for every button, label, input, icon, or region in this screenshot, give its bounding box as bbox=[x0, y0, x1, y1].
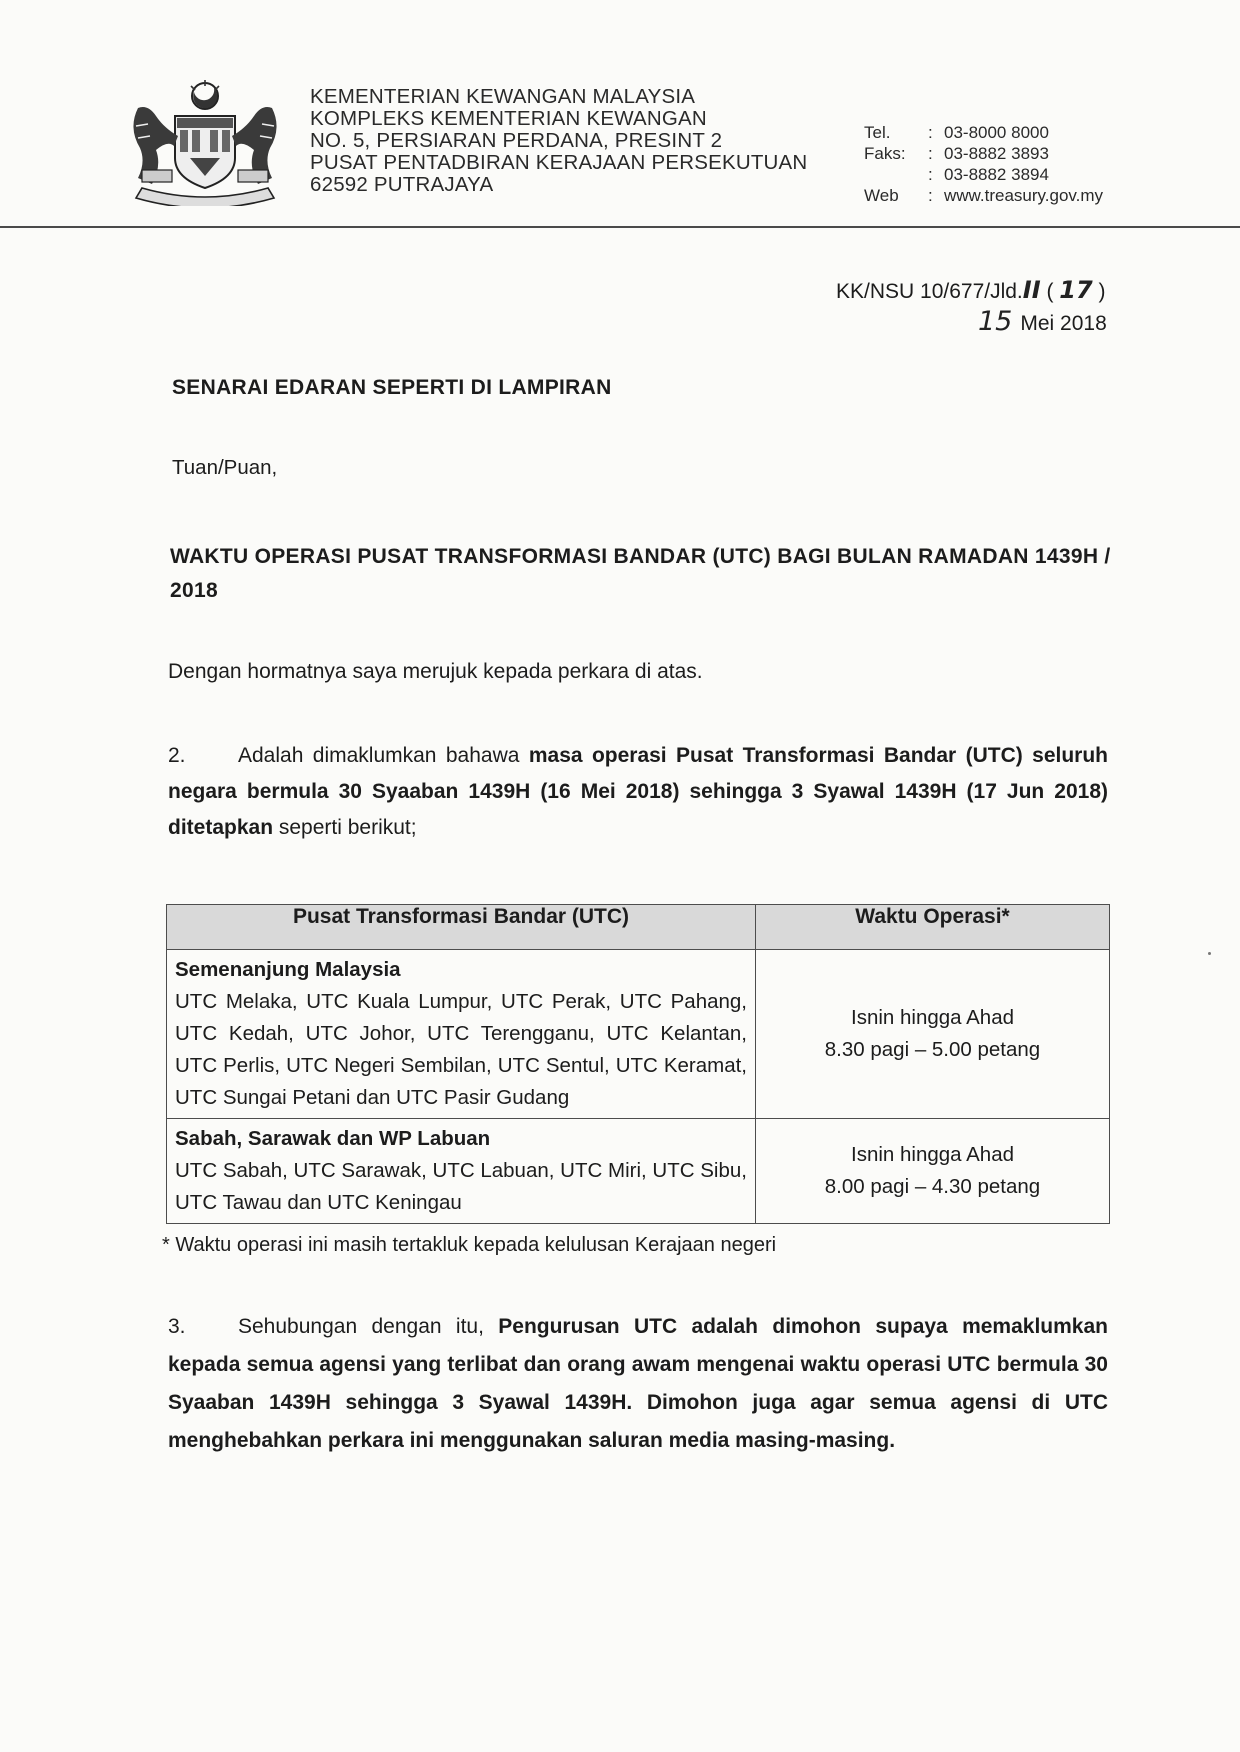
column-header-hours: Waktu Operasi* bbox=[756, 905, 1110, 950]
reference-bracket-close: ) bbox=[1092, 280, 1106, 303]
contact-label: Tel. bbox=[864, 123, 891, 142]
table-row bbox=[167, 950, 1110, 1119]
column-header-centre: Pusat Transformasi Bandar (UTC) bbox=[167, 905, 756, 950]
paragraph-number: 2. bbox=[168, 744, 186, 767]
address-line: KOMPLEKS KEMENTERIAN KEWANGAN bbox=[310, 107, 707, 130]
contact-row-tel: Tel. : 03-8000 8000 bbox=[864, 123, 1049, 142]
contact-block bbox=[864, 122, 1103, 206]
paragraph-number: 3. bbox=[168, 1315, 186, 1338]
address-line: PUSAT PENTADBIRAN KERAJAAN PERSEKUTUAN bbox=[310, 151, 808, 174]
paragraph-text: seperti berikut; bbox=[273, 816, 417, 839]
letterhead-divider bbox=[0, 226, 1240, 228]
reference-volume-handwritten: II bbox=[1022, 276, 1041, 304]
scan-speck bbox=[1208, 952, 1211, 955]
ministry-name: KEMENTERIAN KEWANGAN MALAYSIA bbox=[310, 85, 696, 108]
contact-value: www.treasury.gov.my bbox=[944, 186, 1104, 205]
region-name: Semenanjung Malaysia bbox=[175, 958, 401, 981]
table-footnote: * Waktu operasi ini masih tertakluk kepada kelulusan Kerajaan negeri bbox=[162, 1234, 777, 1256]
paragraph-text: Adalah dimaklumkan bahawa bbox=[238, 744, 529, 767]
ministry-address-block bbox=[310, 86, 807, 196]
paragraph-bold-text: masa operasi Pusat Transformasi Bandar (UTC) seluruh negara bermula 30 Syaaban 1439H (16 Mei 2018) sehingga 3 Syawal 1439H (17 Jun 2018) ditetapkan bbox=[168, 744, 1108, 839]
centre-list: UTC Sabah, UTC Sarawak, UTC Labuan, UTC Miri, UTC Sibu, UTC Tawau dan UTC Keningau bbox=[175, 1159, 747, 1214]
region-cell bbox=[167, 1119, 756, 1224]
operating-days: Isnin hingga Ahad bbox=[851, 1006, 1014, 1029]
letter-date bbox=[978, 306, 1107, 337]
reference-prefix: KK/NSU 10/677/Jld. bbox=[836, 280, 1023, 303]
date-day-handwritten: 15 bbox=[978, 306, 1013, 337]
operating-hours-table bbox=[166, 904, 1110, 1224]
operating-hours: 8.00 pagi – 4.30 petang bbox=[824, 1175, 1041, 1198]
paragraph-1: Dengan hormatnya saya merujuk kepada perkara di atas. bbox=[168, 660, 703, 683]
coat-of-arms-emblem bbox=[120, 78, 290, 206]
contact-row-fax-2: : 03-8882 3894 bbox=[864, 164, 1103, 185]
salutation: Tuan/Puan, bbox=[172, 456, 278, 479]
reference-number bbox=[836, 276, 1106, 304]
region-name: Sabah, Sarawak dan WP Labuan bbox=[175, 1127, 491, 1150]
paragraph-bold-text: Pengurusan UTC adalah dimohon supaya memaklumkan kepada semua agensi yang terlibat dan orang awam mengenai waktu operasi UTC bermula 30 Syaaban 1439H sehingga 3 Syawal 1439H. Dimohon juga agar semua agensi di UTC menghebahkan perkara ini menggunakan saluran media masing-masing. bbox=[168, 1315, 1108, 1452]
contact-value: 03-8882 3893 bbox=[944, 144, 1049, 163]
address-line: NO. 5, PERSIARAN PERDANA, PRESINT 2 bbox=[310, 129, 723, 152]
operating-hours: 8.30 pagi – 5.00 petang bbox=[824, 1038, 1041, 1061]
contact-value: 03-8882 3894 bbox=[944, 165, 1049, 184]
address-line: 62592 PUTRAJAYA bbox=[310, 173, 494, 196]
centre-list: UTC Melaka, UTC Kuala Lumpur, UTC Perak, UTC Pahang, UTC Kedah, UTC Johor, UTC Terengganu, UTC Kelantan, UTC Perlis, UTC Negeri Sembilan, UTC Sentul, UTC Keramat, UTC Sungai Petani dan UTC Pasir Gudang bbox=[175, 990, 747, 1109]
table-header-row bbox=[167, 905, 1110, 950]
date-month-year: Mei 2018 bbox=[1020, 312, 1107, 335]
contact-label: Web bbox=[864, 186, 899, 205]
contact-label: Faks: bbox=[864, 144, 906, 163]
paragraph-text: Sehubungan dengan itu, bbox=[238, 1315, 499, 1338]
reference-number-handwritten: 17 bbox=[1059, 276, 1093, 304]
paragraph-3 bbox=[168, 1308, 1108, 1460]
letter-subject: WAKTU OPERASI PUSAT TRANSFORMASI BANDAR (UTC) BAGI BULAN RAMADAN 1439H / 2018 bbox=[170, 545, 1111, 602]
contact-label bbox=[864, 164, 928, 185]
region-cell bbox=[167, 950, 756, 1119]
operating-days: Isnin hingga Ahad bbox=[851, 1143, 1014, 1166]
paragraph-2 bbox=[168, 738, 1108, 846]
contact-row-web: Web : www.treasury.gov.my bbox=[864, 186, 1104, 205]
contact-value: 03-8000 8000 bbox=[944, 123, 1049, 142]
table-row bbox=[167, 1119, 1110, 1224]
reference-bracket-open: ( bbox=[1040, 280, 1060, 303]
hours-cell bbox=[756, 950, 1110, 1119]
contact-row-fax: Faks: : 03-8882 3893 bbox=[864, 144, 1049, 163]
distribution-title: SENARAI EDARAN SEPERTI DI LAMPIRAN bbox=[172, 376, 612, 399]
hours-cell bbox=[756, 1119, 1110, 1224]
